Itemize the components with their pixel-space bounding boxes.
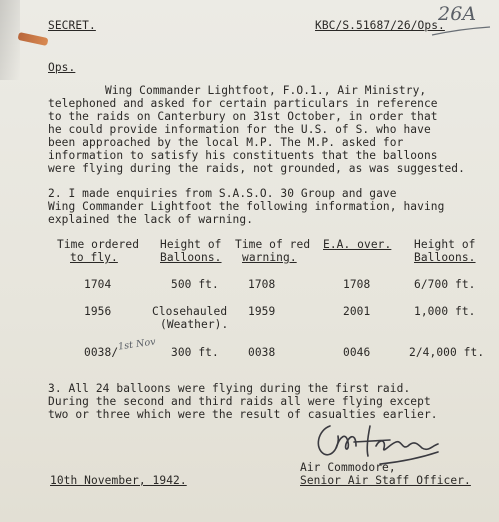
paragraph3-line: During the second and third raids all were flying except <box>48 395 431 408</box>
table-cell: 500 ft. <box>171 278 219 291</box>
table-cell: (Weather). <box>160 318 229 331</box>
table-cell: 300 ft. <box>171 346 219 359</box>
classification-marking: SECRET. <box>48 19 96 32</box>
signatory-title: Senior Air Staff Officer. <box>300 474 471 487</box>
table-header: Height of <box>414 238 476 251</box>
table-cell: 1704 <box>84 278 112 291</box>
document-date: 10th November, 1942. <box>50 474 187 487</box>
table-header: E.A. over. <box>323 238 392 251</box>
handwritten-date-annotation: 1st Nov <box>117 336 157 353</box>
paragraph1-line: to the raids on Canterbury on 31st October, in order that <box>48 110 438 123</box>
table-cell: 6/700 ft. <box>414 278 476 291</box>
table-header: Balloons. <box>160 251 222 264</box>
paragraph1-line: been approached by the local M.P. The M.P. asked for <box>48 136 404 149</box>
pin-mark <box>17 32 48 46</box>
paragraph2-line: Wing Commander Lightfoot the following information, having <box>48 200 445 213</box>
paragraph3-line: 3. All 24 balloons were flying during the first raid. <box>48 382 411 395</box>
folio-number: 26A <box>438 3 477 25</box>
table-cell: Closehauled <box>152 305 228 318</box>
paragraph1-line: telephoned and asked for certain particulars in reference <box>48 97 438 110</box>
table-cell: 1708 <box>343 278 371 291</box>
table-cell: 1959 <box>248 305 276 318</box>
paragraph1-line: he could provide information for the U.S. of S. who have <box>48 123 431 136</box>
table-cell: 2/4,000 ft. <box>409 346 485 359</box>
table-cell: 1708 <box>248 278 276 291</box>
table-header: Height of <box>160 238 222 251</box>
table-header: Balloons. <box>414 251 476 264</box>
signatory-rank: Air Commodore, <box>300 461 396 474</box>
paragraph1-line: Wing Commander Lightfoot, F.O.1., Air Ministry, <box>105 84 427 97</box>
table-cell: 2001 <box>343 305 371 318</box>
paragraph2-line: explained the lack of warning. <box>48 213 254 226</box>
table-header: to fly. <box>70 251 118 264</box>
page-corner-shadow <box>0 0 20 80</box>
paragraph1-line: information to satisfy his constituents that the balloons <box>48 149 438 162</box>
recipient: Ops. <box>48 61 76 74</box>
table-cell: 0046 <box>343 346 371 359</box>
table-header: Time ordered <box>57 238 140 251</box>
table-cell: 1,000 ft. <box>414 305 476 318</box>
paragraph1-line: were flying during the raids, not grounded, as was suggested. <box>48 162 465 175</box>
paragraph2-line: 2. I made enquiries from S.A.S.O. 30 Group and gave <box>48 187 397 200</box>
paragraph3-line: two or three which were the result of casualties earlier. <box>48 408 438 421</box>
table-header: warning. <box>242 251 297 264</box>
folio-underline <box>430 25 492 39</box>
table-cell: 1956 <box>84 305 112 318</box>
table-cell: 0038 <box>248 346 276 359</box>
table-header: Time of red <box>235 238 311 251</box>
reference-number: KBC/S.51687/26/Ops. <box>315 19 445 32</box>
table-cell: 0038/ <box>84 346 119 359</box>
